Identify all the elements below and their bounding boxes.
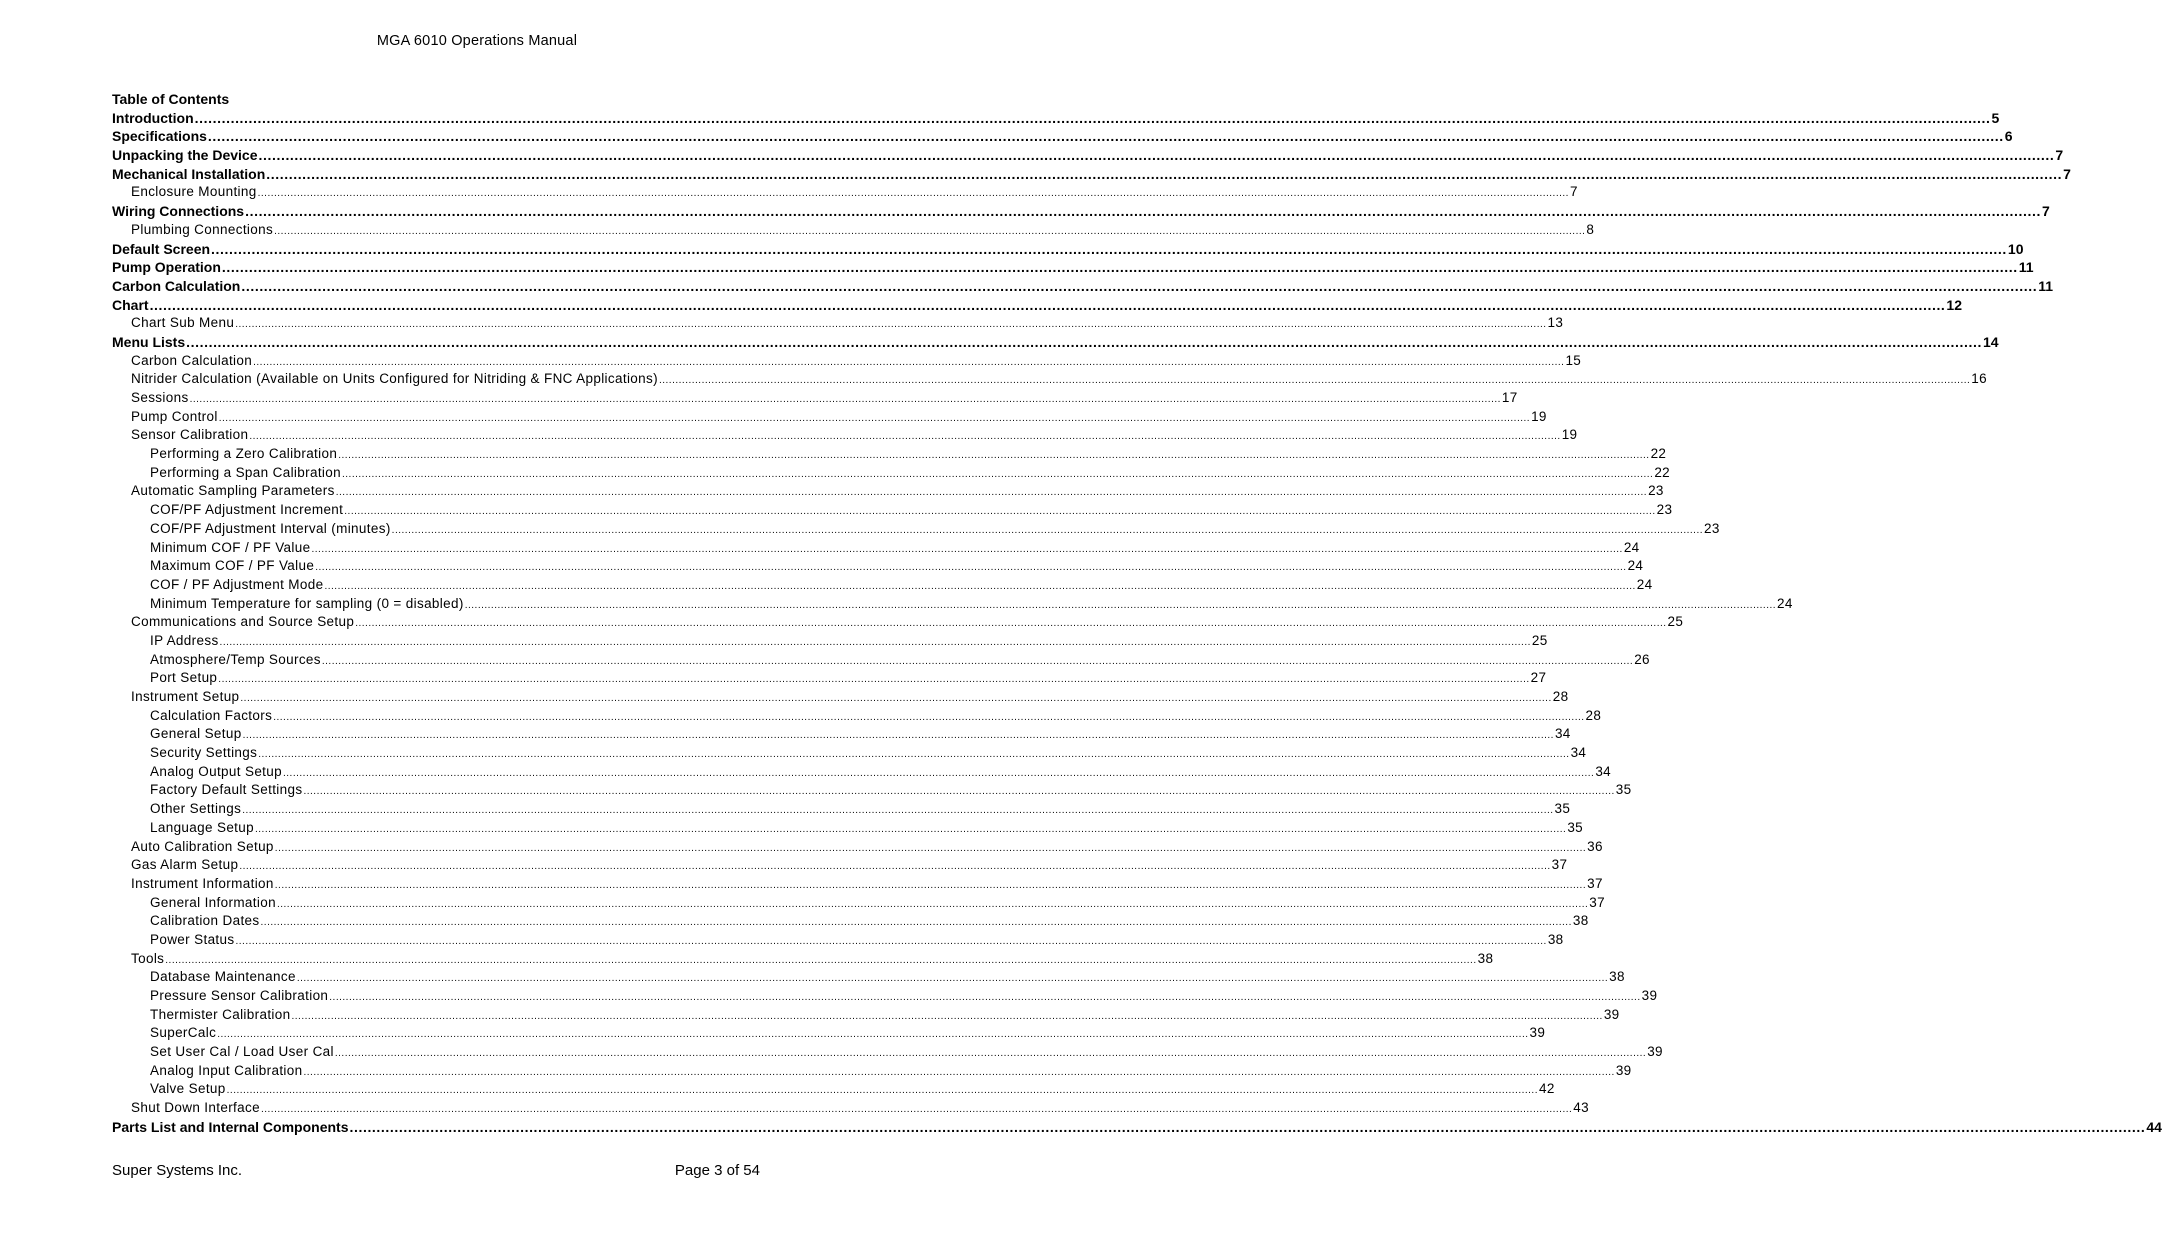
toc-entry-page: 39 bbox=[1529, 1025, 1546, 1041]
footer-company: Super Systems Inc. bbox=[112, 1162, 243, 1179]
toc-entry-label: Sensor Calibration bbox=[131, 427, 249, 443]
toc-entry-label: Database Maintenance bbox=[150, 969, 296, 985]
toc-entry-label: Unpacking the Device bbox=[112, 147, 258, 164]
toc-entry-page: 43 bbox=[1573, 1100, 1590, 1116]
toc-entry-label: Sessions bbox=[131, 390, 189, 405]
toc-entry[interactable] bbox=[112, 333, 1999, 352]
toc-leader-dots: ................................................................................................................................................................................................................................................................................................................................................................................................................ bbox=[240, 693, 1552, 704]
toc-entry[interactable] bbox=[112, 651, 1650, 670]
toc-entry-label: Specifications bbox=[112, 128, 207, 145]
toc-entry-page: 37 bbox=[1587, 875, 1603, 891]
toc-entry-label: Parts List and Internal Components bbox=[112, 1118, 349, 1135]
toc-entry-label: Other Settings bbox=[150, 801, 242, 817]
toc-entry-page: 24 bbox=[1627, 558, 1644, 574]
toc-entry-label: Security Settings bbox=[150, 745, 258, 761]
toc-entry-page: 13 bbox=[1547, 315, 1564, 331]
toc-leader-dots: ................................................................................................................................................................................................................................................................................................................................................................................................................ bbox=[315, 562, 1627, 574]
toc-entry-page: 27 bbox=[1530, 670, 1547, 686]
toc-entry-label: Pump Operation bbox=[112, 259, 221, 276]
toc-entry-page: 34 bbox=[1595, 763, 1612, 779]
toc-entry[interactable] bbox=[112, 1080, 1555, 1099]
toc-leader-dots: ................................................................................................................................................................................................................................................................................................................................................................................................................ bbox=[324, 580, 1636, 592]
toc-entry[interactable] bbox=[112, 1118, 2162, 1137]
toc-leader-dots: ................................................................................................................................................................................................................................................................................................................................................................................................................ bbox=[257, 188, 1569, 200]
toc-leader-dots: ................................................................................................................................................................................................................................................................................................................................................................................................................ bbox=[291, 1010, 1603, 1022]
toc-entry-page: 25 bbox=[1531, 632, 1548, 648]
toc-entry[interactable] bbox=[112, 987, 1658, 1006]
toc-leader-dots: ................................................................................................................................................................................................................................................................................................................................................................................................................ bbox=[165, 954, 1477, 966]
toc-entry[interactable] bbox=[112, 1099, 1590, 1118]
toc-leader-dots: ................................................................................................................................................................................................................................................................................................................................................................................................................ bbox=[189, 394, 1501, 405]
toc-entry-page: 7 bbox=[2063, 165, 2071, 182]
toc-entry-page: 8 bbox=[1586, 221, 1595, 237]
toc-leader-dots: ................................................................................................................................................................................................................................................................................................................................................................................................................ bbox=[186, 333, 1982, 350]
toc-leader-dots: ................................................................................................................................................................................................................................................................................................................................................................................................................ bbox=[266, 165, 2063, 182]
toc-leader-dots: ................................................................................................................................................................................................................................................................................................................................................................................................................ bbox=[149, 296, 1946, 313]
toc-entry[interactable] bbox=[112, 183, 1578, 202]
toc-entry[interactable] bbox=[112, 557, 1644, 576]
toc-entry[interactable] bbox=[112, 763, 1612, 782]
toc-entry-page: 5 bbox=[1991, 109, 2000, 126]
toc-entry-label: Power Status bbox=[150, 931, 235, 947]
toc-leader-dots: ................................................................................................................................................................................................................................................................................................................................................................................................................ bbox=[303, 1066, 1615, 1078]
toc-leader-dots: ................................................................................................................................................................................................................................................................................................................................................................................................................ bbox=[273, 711, 1585, 723]
toc-entry-page: 37 bbox=[1589, 894, 1606, 910]
toc-leader-dots: ................................................................................................................................................................................................................................................................................................................................................................................................................ bbox=[260, 1104, 1573, 1116]
toc-leader-dots: ................................................................................................................................................................................................................................................................................................................................................................................................................ bbox=[274, 842, 1587, 854]
toc-entry-label: COF/PF Adjustment Increment bbox=[150, 502, 344, 518]
toc-leader-dots: ................................................................................................................................................................................................................................................................................................................................................................................................................ bbox=[218, 674, 1530, 686]
toc-entry-label: Enclosure Mounting bbox=[131, 184, 257, 200]
toc-entry[interactable] bbox=[112, 950, 1494, 969]
toc-entry-label: General Information bbox=[150, 894, 276, 910]
toc-entry[interactable] bbox=[112, 707, 1602, 726]
toc-entry[interactable] bbox=[112, 781, 1632, 800]
toc-entry-list bbox=[112, 109, 2162, 1137]
toc-leader-dots: ................................................................................................................................................................................................................................................................................................................................................................................................................ bbox=[194, 109, 1991, 126]
toc-entry-label: Nitrider Calculation (Available on Units Configured for Nitriding & FNC Applications) bbox=[131, 371, 658, 387]
toc-entry[interactable] bbox=[112, 445, 1667, 464]
toc-entry-label: Pressure Sensor Calibration bbox=[150, 988, 329, 1003]
toc-entry-label: IP Address bbox=[150, 632, 219, 648]
toc-entry-page: 39 bbox=[1647, 1044, 1663, 1060]
toc-leader-dots: ................................................................................................................................................................................................................................................................................................................................................................................................................ bbox=[274, 225, 1586, 237]
toc-entry[interactable] bbox=[112, 1006, 1620, 1025]
toc-entry-label: Communications and Source Setup bbox=[131, 614, 355, 630]
toc-entry-page: 36 bbox=[1587, 838, 1603, 854]
toc-entry-page: 23 bbox=[1656, 502, 1673, 518]
toc-leader-dots: ................................................................................................................................................................................................................................................................................................................................................................................................................ bbox=[342, 468, 1654, 480]
toc-leader-dots: ................................................................................................................................................................................................................................................................................................................................................................................................................ bbox=[221, 259, 2018, 276]
toc-entry-label: Automatic Sampling Parameters bbox=[131, 483, 335, 499]
toc-entry[interactable] bbox=[112, 688, 1569, 707]
toc-entry[interactable] bbox=[112, 744, 1587, 763]
toc-entry[interactable] bbox=[112, 1043, 1663, 1062]
toc-entry-label: Analog Output Setup bbox=[150, 763, 282, 779]
toc-leader-dots: ................................................................................................................................................................................................................................................................................................................................................................................................................ bbox=[391, 524, 1703, 536]
toc-entry[interactable] bbox=[112, 258, 2034, 277]
toc-entry-label: Minimum COF / PF Value bbox=[150, 539, 311, 555]
toc-entry-label: Gas Alarm Setup bbox=[131, 857, 239, 873]
toc-entry-label: Chart bbox=[112, 296, 149, 313]
toc-leader-dots: ................................................................................................................................................................................................................................................................................................................................................................................................................ bbox=[274, 879, 1587, 891]
toc-leader-dots: ................................................................................................................................................................................................................................................................................................................................................................................................................ bbox=[217, 1029, 1529, 1041]
toc-entry-label: Mechanical Installation bbox=[112, 165, 266, 182]
toc-entry-label: Carbon Calculation bbox=[112, 277, 241, 294]
toc-entry-page: 7 bbox=[1569, 184, 1578, 200]
toc-entry-page: 34 bbox=[1554, 726, 1571, 742]
toc-leader-dots: ................................................................................................................................................................................................................................................................................................................................................................................................................ bbox=[258, 749, 1570, 761]
toc-entry[interactable] bbox=[112, 352, 1582, 371]
toc-entry[interactable] bbox=[112, 296, 1962, 315]
toc-entry-label: Default Screen bbox=[112, 240, 211, 257]
toc-leader-dots: ................................................................................................................................................................................................................................................................................................................................................................................................................ bbox=[260, 917, 1572, 929]
toc-entry-page: 35 bbox=[1615, 782, 1632, 798]
toc-entry-label: COF/PF Adjustment Interval (minutes) bbox=[150, 520, 391, 536]
toc-entry-page: 39 bbox=[1603, 1006, 1620, 1022]
toc-entry-page: 39 bbox=[1641, 988, 1658, 1003]
toc-entry[interactable] bbox=[112, 426, 1578, 445]
toc-entry-label: Minimum Temperature for sampling (0 = disabled) bbox=[150, 595, 464, 611]
toc-entry[interactable] bbox=[112, 931, 1564, 950]
toc-leader-dots: ................................................................................................................................................................................................................................................................................................................................................................................................................ bbox=[235, 935, 1547, 947]
toc-entry[interactable] bbox=[112, 277, 2054, 296]
toc-entry-label: General Setup bbox=[150, 726, 242, 742]
toc-entry-page: 6 bbox=[2004, 128, 2013, 145]
toc-leader-dots: ................................................................................................................................................................................................................................................................................................................................................................................................................ bbox=[226, 1085, 1538, 1097]
toc-entry[interactable] bbox=[112, 240, 2024, 259]
toc-title: Table of Contents bbox=[112, 91, 230, 107]
toc-entry-page: 15 bbox=[1565, 352, 1582, 368]
toc-leader-dots: ................................................................................................................................................................................................................................................................................................................................................................................................................ bbox=[245, 203, 2041, 220]
toc-entry-page: 23 bbox=[1648, 483, 1664, 499]
toc-entry-page: 44 bbox=[2146, 1118, 2162, 1135]
toc-leader-dots: ................................................................................................................................................................................................................................................................................................................................................................................................................ bbox=[235, 319, 1547, 331]
toc-entry-label: SuperCalc bbox=[150, 1025, 217, 1041]
toc-entry-label: Calculation Factors bbox=[150, 707, 273, 723]
footer-page-number: Page 3 of 54 bbox=[674, 1162, 760, 1179]
toc-leader-dots: ................................................................................................................................................................................................................................................................................................................................................................................................................ bbox=[242, 805, 1554, 817]
toc-entry-label: Instrument Setup bbox=[131, 689, 240, 704]
toc-entry[interactable] bbox=[112, 520, 1720, 539]
toc-leader-dots: ................................................................................................................................................................................................................................................................................................................................................................................................................ bbox=[296, 973, 1609, 985]
toc-entry-page: 39 bbox=[1615, 1062, 1632, 1078]
toc-entry-label: Valve Setup bbox=[150, 1081, 226, 1097]
toc-leader-dots: ................................................................................................................................................................................................................................................................................................................................................................................................................ bbox=[334, 1048, 1647, 1060]
toc-entry-label: Port Setup bbox=[150, 670, 218, 686]
toc-entry-label: Chart Sub Menu bbox=[131, 315, 235, 331]
toc-entry-label: Introduction bbox=[112, 109, 194, 126]
toc-entry[interactable] bbox=[112, 894, 1606, 913]
toc-leader-dots: ................................................................................................................................................................................................................................................................................................................................................................................................................ bbox=[249, 431, 1561, 443]
document-title: MGA 6010 Operations Manual bbox=[376, 33, 578, 49]
toc-leader-dots: ................................................................................................................................................................................................................................................................................................................................................................................................................ bbox=[276, 898, 1589, 910]
toc-leader-dots: ................................................................................................................................................................................................................................................................................................................................................................................................................ bbox=[464, 599, 1777, 611]
toc-entry[interactable] bbox=[112, 109, 2000, 128]
toc-entry-page: 24 bbox=[1636, 576, 1653, 592]
toc-entry[interactable] bbox=[112, 875, 1603, 894]
toc-entry-page: 14 bbox=[1982, 333, 1999, 350]
toc-entry-page: 38 bbox=[1609, 969, 1625, 985]
toc-leader-dots: ................................................................................................................................................................................................................................................................................................................................................................................................................ bbox=[311, 543, 1623, 555]
toc-entry-page: 37 bbox=[1551, 857, 1568, 873]
toc-leader-dots: ................................................................................................................................................................................................................................................................................................................................................................................................................ bbox=[303, 786, 1615, 798]
toc-leader-dots: ................................................................................................................................................................................................................................................................................................................................................................................................................ bbox=[321, 655, 1634, 667]
toc-entry-label: Thermister Calibration bbox=[150, 1006, 291, 1022]
toc-entry-page: 38 bbox=[1572, 913, 1589, 929]
toc-entry-label: Atmosphere/Temp Sources bbox=[150, 651, 321, 667]
toc-entry-label: Analog Input Calibration bbox=[150, 1062, 303, 1078]
toc-entry-page: 19 bbox=[1561, 427, 1578, 443]
toc-leader-dots: ................................................................................................................................................................................................................................................................................................................................................................................................................ bbox=[255, 823, 1567, 835]
toc-entry[interactable] bbox=[112, 482, 1664, 501]
toc-entry-label: COF / PF Adjustment Mode bbox=[150, 576, 324, 592]
toc-entry[interactable] bbox=[112, 539, 1640, 558]
toc-leader-dots: ................................................................................................................................................................................................................................................................................................................................................................................................................ bbox=[338, 450, 1650, 462]
toc-leader-dots: ................................................................................................................................................................................................................................................................................................................................................................................................................ bbox=[241, 277, 2038, 294]
toc-leader-dots: ................................................................................................................................................................................................................................................................................................................................................................................................................ bbox=[253, 356, 1565, 368]
toc-entry[interactable] bbox=[112, 595, 1793, 614]
toc-leader-dots: ................................................................................................................................................................................................................................................................................................................................................................................................................ bbox=[335, 487, 1648, 499]
toc-entry-page: 16 bbox=[1971, 371, 1988, 387]
toc-entry-page: 24 bbox=[1623, 539, 1640, 555]
toc-entry-page: 26 bbox=[1634, 651, 1650, 667]
toc-entry-page: 28 bbox=[1585, 707, 1602, 723]
toc-entry[interactable] bbox=[112, 819, 1584, 838]
toc-entry[interactable] bbox=[112, 632, 1548, 651]
toc-leader-dots: ................................................................................................................................................................................................................................................................................................................................................................................................................ bbox=[239, 861, 1551, 873]
toc-entry[interactable] bbox=[112, 314, 1564, 333]
page-header bbox=[0, 33, 954, 49]
toc-entry-label: Instrument Information bbox=[131, 875, 274, 891]
toc-leader-dots: ................................................................................................................................................................................................................................................................................................................................................................................................................ bbox=[658, 375, 1971, 387]
toc-entry[interactable] bbox=[112, 408, 1547, 427]
toc-leader-dots: ................................................................................................................................................................................................................................................................................................................................................................................................................ bbox=[242, 730, 1554, 742]
toc-entry-page: 38 bbox=[1547, 931, 1564, 947]
toc-entry-label: Plumbing Connections bbox=[131, 221, 274, 237]
toc-entry-page: 7 bbox=[2041, 203, 2050, 220]
toc-entry[interactable] bbox=[112, 1024, 1546, 1043]
toc-entry[interactable] bbox=[112, 165, 2071, 184]
toc-entry-page: 11 bbox=[2018, 259, 2034, 276]
toc-entry[interactable] bbox=[112, 800, 1571, 819]
toc-leader-dots: ................................................................................................................................................................................................................................................................................................................................................................................................................ bbox=[258, 147, 2055, 164]
toc-entry[interactable] bbox=[112, 669, 1547, 688]
table-of-contents bbox=[112, 90, 2162, 1137]
toc-entry-label: Language Setup bbox=[150, 819, 254, 835]
toc-entry-page: 24 bbox=[1777, 595, 1793, 611]
toc-entry[interactable] bbox=[112, 370, 1988, 389]
toc-entry[interactable] bbox=[112, 464, 1671, 483]
toc-entry-label: Factory Default Settings bbox=[150, 782, 303, 798]
toc-entry-label: Maximum COF / PF Value bbox=[150, 558, 315, 574]
toc-leader-dots: ................................................................................................................................................................................................................................................................................................................................................................................................................ bbox=[344, 506, 1656, 518]
toc-entry-page: 35 bbox=[1554, 801, 1571, 817]
toc-entry-page: 34 bbox=[1570, 745, 1587, 761]
toc-entry-page: 7 bbox=[2055, 147, 2064, 164]
toc-entry[interactable] bbox=[112, 912, 1589, 931]
toc-leader-dots: ................................................................................................................................................................................................................................................................................................................................................................................................................ bbox=[283, 767, 1595, 779]
toc-entry-label: Set User Cal / Load User Cal bbox=[150, 1044, 334, 1060]
toc-leader-dots: ................................................................................................................................................................................................................................................................................................................................................................................................................ bbox=[218, 412, 1531, 424]
toc-entry-label: Menu Lists bbox=[112, 333, 186, 350]
toc-entry-page: 35 bbox=[1567, 819, 1584, 835]
toc-leader-dots: ................................................................................................................................................................................................................................................................................................................................................................................................................ bbox=[349, 1118, 2146, 1135]
toc-leader-dots: ................................................................................................................................................................................................................................................................................................................................................................................................................ bbox=[329, 992, 1641, 1003]
toc-leader-dots: ................................................................................................................................................................................................................................................................................................................................................................................................................ bbox=[219, 636, 1531, 648]
page-footer bbox=[112, 1162, 760, 1182]
toc-entry-label: Wiring Connections bbox=[112, 203, 245, 220]
toc-entry-page: 23 bbox=[1704, 520, 1720, 536]
toc-leader-dots: ................................................................................................................................................................................................................................................................................................................................................................................................................ bbox=[355, 618, 1667, 630]
toc-entry[interactable] bbox=[112, 389, 1518, 408]
toc-entry-page: 17 bbox=[1501, 390, 1518, 405]
toc-entry-label: Carbon Calculation bbox=[131, 352, 253, 368]
toc-entry[interactable] bbox=[112, 725, 1571, 744]
toc-entry-label: Tools bbox=[131, 950, 165, 966]
toc-entry-page: 25 bbox=[1667, 614, 1684, 630]
toc-entry[interactable] bbox=[112, 838, 1603, 857]
toc-entry[interactable] bbox=[112, 576, 1653, 595]
toc-entry[interactable] bbox=[112, 221, 1595, 240]
toc-entry-page: 19 bbox=[1531, 408, 1547, 424]
toc-entry-page: 42 bbox=[1538, 1081, 1555, 1097]
toc-entry-label: Shut Down Interface bbox=[131, 1100, 260, 1116]
toc-entry-page: 22 bbox=[1654, 464, 1671, 480]
toc-entry-label: Calibration Dates bbox=[150, 913, 260, 929]
toc-entry-page: 12 bbox=[1946, 296, 1962, 313]
toc-entry-label: Pump Control bbox=[131, 408, 218, 424]
toc-leader-dots: ................................................................................................................................................................................................................................................................................................................................................................................................................ bbox=[207, 128, 2004, 145]
toc-entry[interactable] bbox=[112, 613, 1684, 632]
toc-entry[interactable] bbox=[112, 1062, 1632, 1081]
toc-leader-dots: ................................................................................................................................................................................................................................................................................................................................................................................................................ bbox=[211, 240, 2007, 257]
toc-entry-page: 11 bbox=[2038, 277, 2054, 294]
toc-entry[interactable] bbox=[112, 127, 2013, 146]
toc-entry-label: Performing a Span Calibration bbox=[150, 464, 341, 480]
toc-entry[interactable] bbox=[112, 968, 1625, 987]
toc-entry[interactable] bbox=[112, 501, 1673, 520]
toc-entry[interactable] bbox=[112, 146, 2064, 165]
toc-entry-page: 22 bbox=[1650, 446, 1667, 462]
toc-entry-page: 28 bbox=[1552, 689, 1569, 704]
toc-entry-page: 38 bbox=[1477, 950, 1494, 966]
toc-entry[interactable] bbox=[112, 202, 2050, 221]
toc-entry-label: Auto Calibration Setup bbox=[131, 838, 274, 854]
toc-entry[interactable] bbox=[112, 856, 1568, 875]
toc-entry-page: 10 bbox=[2007, 240, 2024, 257]
toc-entry-label: Performing a Zero Calibration bbox=[150, 446, 338, 462]
